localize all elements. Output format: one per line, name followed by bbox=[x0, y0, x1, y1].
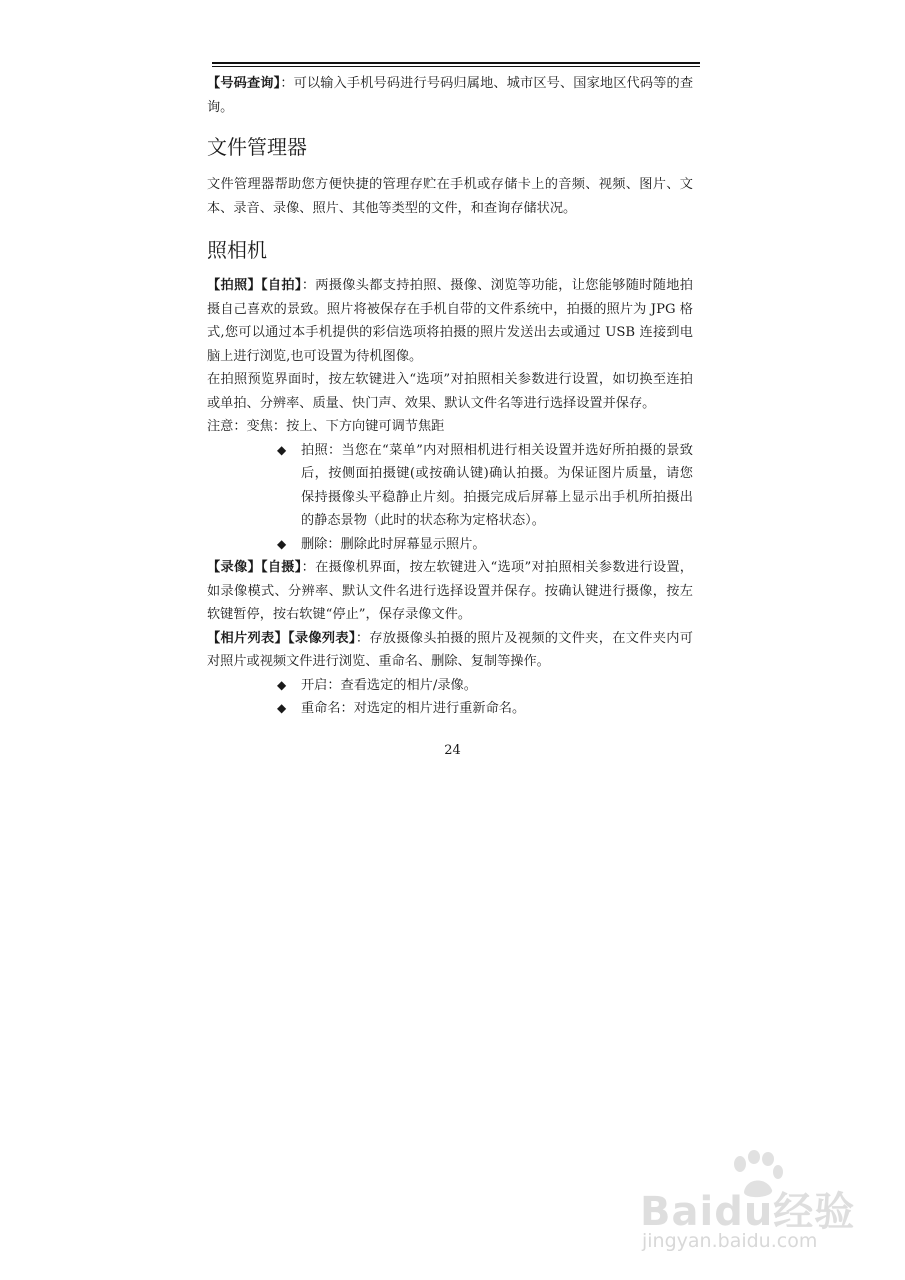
header-rule-thick bbox=[212, 62, 700, 64]
list-item bbox=[277, 439, 693, 533]
baidu-watermark bbox=[640, 1150, 880, 1260]
list-item bbox=[277, 674, 693, 698]
list-item bbox=[277, 697, 693, 721]
camera-bullet-list bbox=[207, 439, 693, 557]
photo-paragraph bbox=[207, 274, 693, 368]
bullet-text: 开启：查看选定的相片/录像。 bbox=[301, 677, 477, 693]
photo-label: 【拍照】【自拍】 bbox=[207, 278, 302, 293]
preview-paragraph: 在拍照预览界面时，按左软键进入“选项”对拍照相关参数进行设置，如切换至连拍或单拍、分辨率、质量、快门声、效果、默认文件名等进行选择设置并保存。 bbox=[207, 372, 693, 411]
page-number: 24 bbox=[444, 743, 461, 758]
list-item bbox=[277, 533, 693, 557]
watermark-url: jingyan.baidu.com bbox=[642, 1230, 818, 1252]
note-paragraph: 注意：变焦：按上、下方向键可调节焦距 bbox=[207, 419, 445, 434]
album-label: 【相片列表】【录像列表】 bbox=[207, 630, 356, 646]
bullet-text: 重命名：对选定的相片进行重新命名。 bbox=[301, 701, 526, 716]
album-bullet-list bbox=[207, 674, 693, 721]
camera-heading: 照相机 bbox=[207, 238, 267, 262]
album-text: ：存放摄像头拍摄的照片及视频的文件夹，在文件夹内可对照片或视频文件进行浏览、重命名、删除、复制等操作。 bbox=[207, 630, 693, 669]
number-query-label: 【号码查询】 bbox=[207, 76, 281, 91]
diamond-bullet-icon: ◆ bbox=[277, 701, 287, 715]
bullet-text: 删除：删除此时屏幕显示照片。 bbox=[301, 536, 486, 552]
diamond-bullet-icon: ◆ bbox=[277, 536, 287, 551]
album-paragraph bbox=[207, 627, 693, 674]
diamond-bullet-icon: ◆ bbox=[277, 677, 287, 692]
watermark-logo-text: Baidu经验 bbox=[640, 1189, 856, 1235]
video-label: 【录像】【自摄】 bbox=[207, 560, 302, 575]
photo-text: ：两摄像头都支持拍照、摄像、浏览等功能，让您能够随时随地拍摄自己喜欢的景致。照片将被保存在手机自带的文件系统中，拍摄的照片为 JPG 格式,您可以通过本手机提供的彩信选项将拍摄的照片发送出去或通过 USB 连接到电脑上进行浏览,也可设置为待机图像。 bbox=[207, 278, 693, 364]
page-content bbox=[207, 72, 693, 721]
header-rule-thin bbox=[212, 66, 700, 67]
number-query-text: ：可以输入手机号码进行号码归属地、城市区号、国家地区代码等的查询。 bbox=[207, 76, 694, 115]
video-paragraph bbox=[207, 556, 693, 627]
video-text: ：在摄像机界面，按左软键进入“选项”对拍照相关参数进行设置，如录像模式、分辨率、默认文件名进行选择设置并保存。按确认键进行摄像，按左软键暂停，按右软键“停止”，保存录像文件。 bbox=[207, 560, 693, 622]
diamond-bullet-icon: ◆ bbox=[277, 442, 287, 457]
file-manager-heading: 文件管理器 bbox=[207, 135, 307, 159]
file-manager-paragraph: 文件管理器帮助您方便快捷的管理存贮在手机或存储卡上的音频、视频、图片、文本、录音、录像、照片、其他等类型的文件，和查询存储状况。 bbox=[207, 177, 693, 216]
number-query-paragraph bbox=[207, 72, 693, 119]
bullet-text: 拍照：当您在“菜单”内对照相机进行相关设置并选好所拍摄的景致后，按侧面拍摄键(或按确认键)确认拍摄。为保证图片质量，请您保持摄像头平稳静止片刻。拍摄完成后屏幕上显示出手机所拍摄出的静态景物（此时的状态称为定格状态）。 bbox=[301, 442, 693, 528]
